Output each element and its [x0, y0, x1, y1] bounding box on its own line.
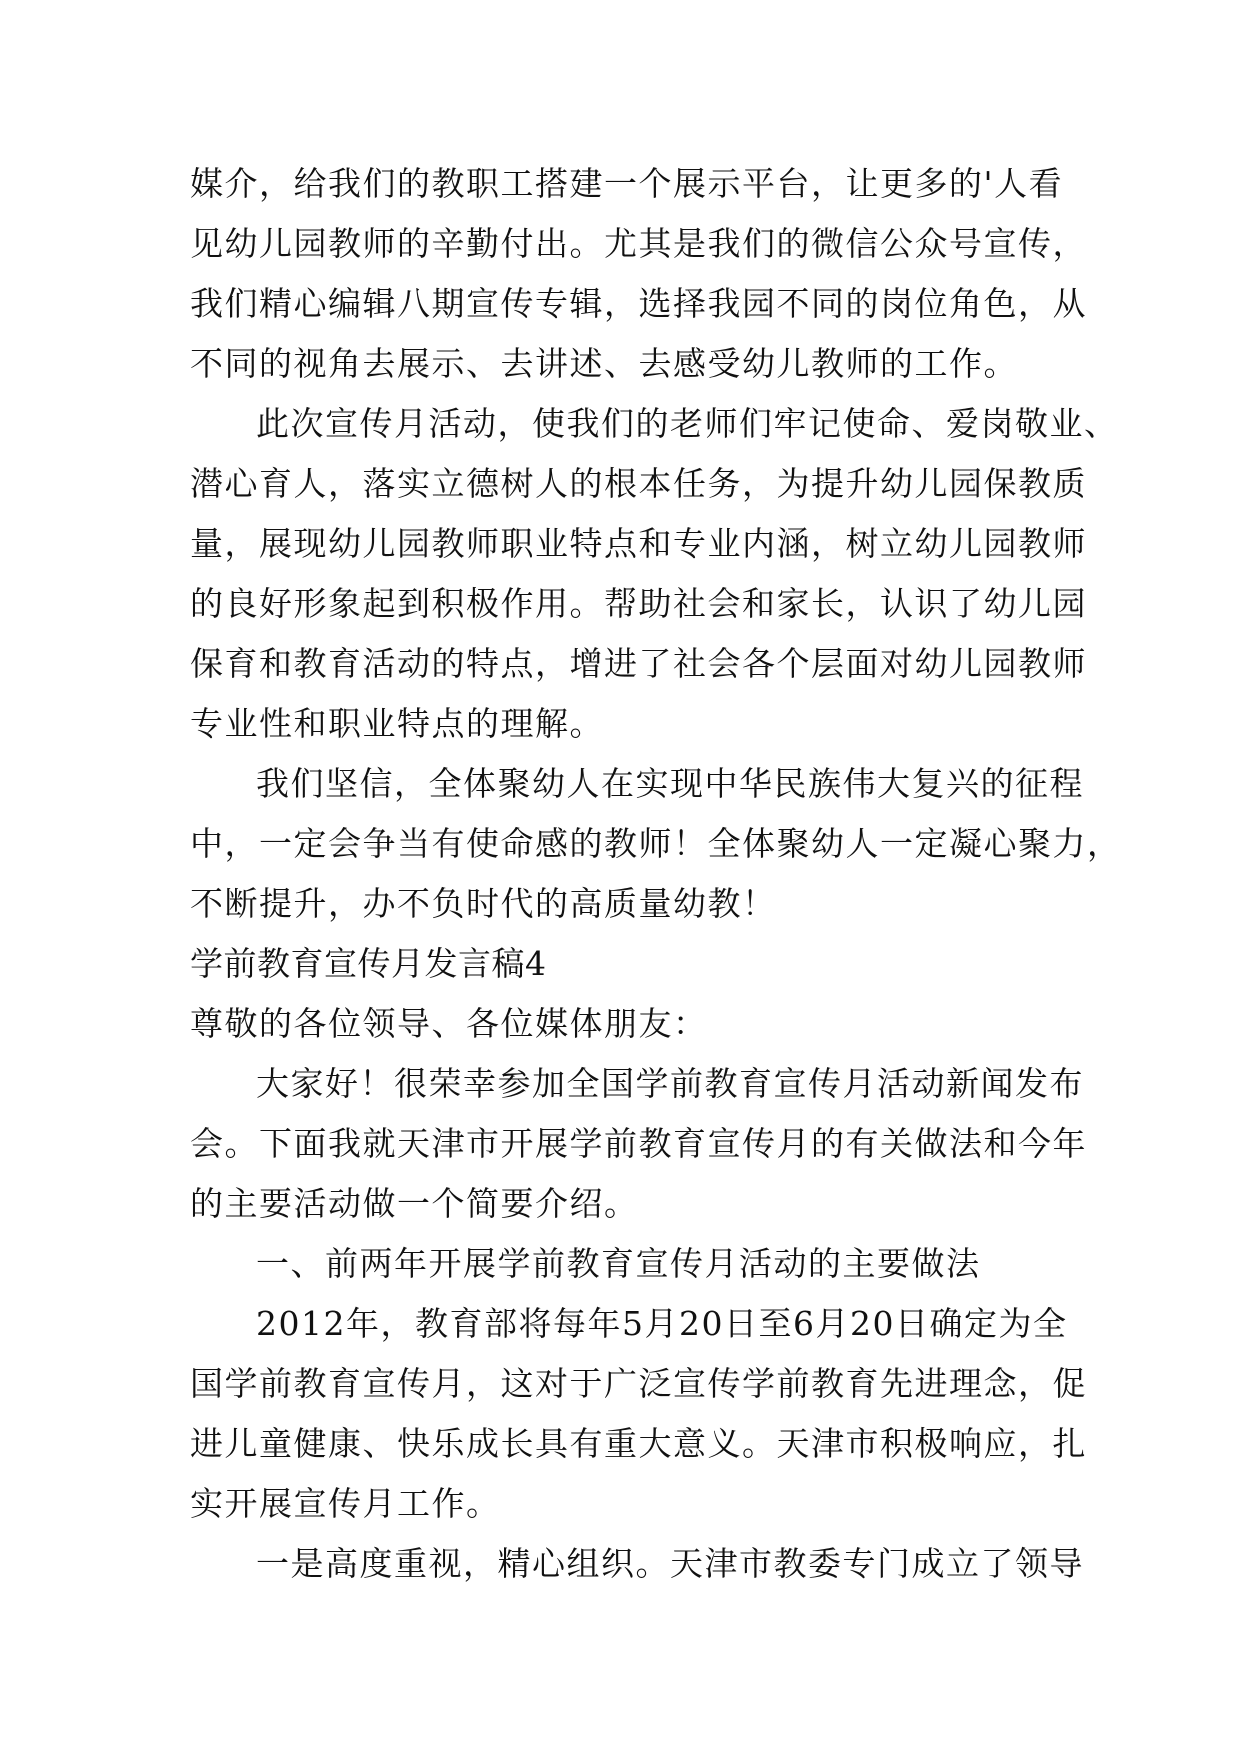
- paragraph-line: 此次宣传月活动，使我们的老师们牢记使命、爱岗敬业、: [256, 404, 1119, 443]
- paragraph-line: 国学前教育宣传月，这对于广泛宣传学前教育先进理念，促: [190, 1364, 1087, 1403]
- paragraph-line: 量，展现幼儿园教师职业特点和专业内涵，树立幼儿园教师: [190, 524, 1087, 563]
- paragraph-line: 实开展宣传月工作。: [190, 1484, 501, 1523]
- paragraph-line: 保育和教育活动的特点，增进了社会各个层面对幼儿园教师: [190, 644, 1087, 683]
- paragraph-line: 的主要活动做一个简要介绍。: [190, 1184, 639, 1223]
- salutation: 尊敬的各位领导、各位媒体朋友：: [190, 1004, 708, 1043]
- paragraph-line: 不同的视角去展示、去讲述、去感受幼儿教师的工作。: [190, 344, 1018, 383]
- subheading: 一、前两年开展学前教育宣传月活动的主要做法: [256, 1244, 981, 1283]
- paragraph-line: 我们坚信，全体聚幼人在实现中华民族伟大复兴的征程: [256, 764, 1084, 803]
- document-page: [190, 154, 1122, 1594]
- paragraph-line: 潜心育人，落实立德树人的根本任务，为提升幼儿园保教质: [190, 464, 1087, 503]
- paragraph-line: 中，一定会争当有使命感的教师！全体聚幼人一定凝心聚力，: [190, 824, 1122, 863]
- paragraph-line: 不断提升，办不负时代的高质量幼教！: [190, 884, 777, 923]
- section-title: 学前教育宣传月发言稿4: [190, 944, 547, 983]
- paragraph-line: 会。下面我就天津市开展学前教育宣传月的有关做法和今年: [190, 1124, 1087, 1163]
- paragraph-line: 见幼儿园教师的辛勤付出。尤其是我们的微信公众号宣传，: [190, 224, 1087, 263]
- paragraph-line: 一是高度重视，精心组织。天津市教委专门成立了领导: [256, 1544, 1084, 1583]
- paragraph-line: 专业性和职业特点的理解。: [190, 704, 604, 743]
- paragraph-line: 2012年，教育部将每年5月20日至6月20日确定为全: [256, 1304, 1068, 1343]
- paragraph-line: 媒介，给我们的教职工搭建一个展示平台，让更多的'人看: [190, 164, 1064, 203]
- paragraph-line: 大家好！很荣幸参加全国学前教育宣传月活动新闻发布: [256, 1064, 1084, 1103]
- paragraph-line: 的良好形象起到积极作用。帮助社会和家长，认识了幼儿园: [190, 584, 1087, 623]
- paragraph-line: 我们精心编辑八期宣传专辑，选择我园不同的岗位角色，从: [190, 284, 1087, 323]
- paragraph-line: 进儿童健康、快乐成长具有重大意义。天津市积极响应，扎: [190, 1424, 1087, 1463]
